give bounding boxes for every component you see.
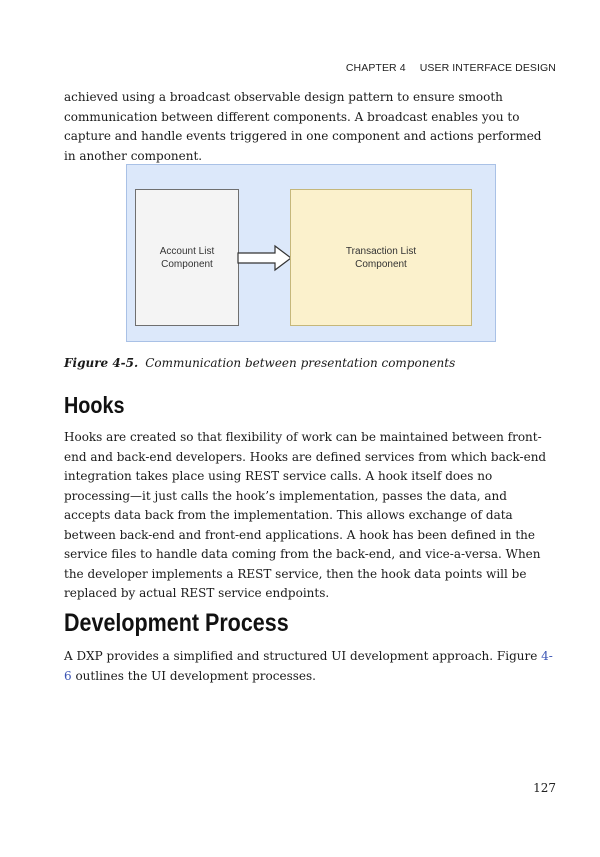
account-list-component-box <box>135 189 239 326</box>
figure-caption-text: Communication between presentation components <box>145 356 456 370</box>
figure-diagram <box>126 164 496 342</box>
hooks-paragraph: Hooks are created so that flexibility of work can be maintained between front-end and back-end developers. Hooks are defined services from which back-end integration takes place using REST service calls. A hook itself does no processing—it just calls the hook’s implementation, passes the data, and accepts data back from the implementation. This allows exchange of data between back-end and front-end applications. A hook has been defined in the service files to handle data coming from the back-end, and vice-a-versa. When the developer implements a REST service, then the hook data points will be replaced by actual REST service endpoints. <box>64 430 547 600</box>
chapter-label: CHAPTER 4 <box>345 62 406 74</box>
development-paragraph <box>64 647 556 686</box>
figure-caption <box>64 356 455 370</box>
intro-paragraph: achieved using a broadcast observable design pattern to ensure smooth communication between different components. A broadcast enables you to capture and handle events triggered in one component and actions performed in another component. <box>64 90 542 163</box>
running-header <box>346 62 556 74</box>
account-box-label-line2: Component <box>161 258 213 270</box>
figure-caption-label: Figure 4-5. <box>64 356 139 370</box>
development-text-after: outlines the UI development processes. <box>71 668 316 683</box>
broadcast-arrow-icon <box>237 243 293 273</box>
transaction-list-component-box <box>290 189 472 326</box>
development-process-heading: Development Process <box>64 609 289 637</box>
development-text-before: A DXP provides a simplified and structured UI development approach. Figure <box>64 649 542 663</box>
account-box-label-line1: Account List <box>159 245 215 257</box>
transaction-box-label-line1: Transaction List <box>345 245 417 257</box>
chapter-title: USER INTERFACE DESIGN <box>419 62 556 74</box>
transaction-box-label-line2: Component <box>355 258 407 270</box>
figure-4-6-link[interactable]: 4-6 <box>64 649 553 683</box>
page-number: 127 <box>533 781 556 795</box>
hooks-heading: Hooks <box>64 392 125 418</box>
